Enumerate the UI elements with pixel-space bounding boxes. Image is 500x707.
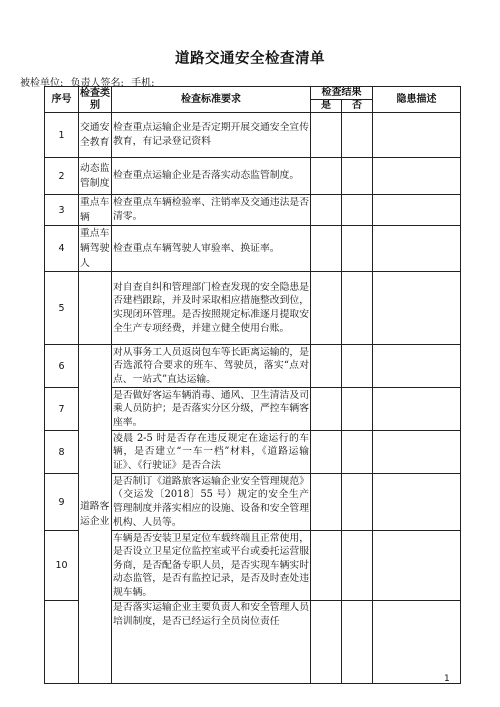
hazard-cell[interactable] xyxy=(373,474,461,531)
row-number: 7 xyxy=(45,388,79,431)
hazard-cell[interactable] xyxy=(373,531,461,601)
row-standard: 对自查自纠和管理部门检查发现的安全隐患是否建档跟踪，并及时采取相应措施整改到位，实现闭环管理。是否按照规定标准逐月提取安全生产专项经费，并建立健全使用台账。 xyxy=(112,272,311,345)
page-number: 1 xyxy=(444,674,450,684)
header-category: 检查类别 xyxy=(80,87,110,111)
table-row xyxy=(45,113,461,158)
result-no-cell[interactable] xyxy=(342,601,373,684)
result-yes-cell[interactable] xyxy=(311,601,342,684)
hazard-cell[interactable] xyxy=(373,272,461,345)
hazard-cell[interactable] xyxy=(373,158,461,195)
result-yes-cell[interactable] xyxy=(311,158,342,195)
row-number: 9 xyxy=(45,474,79,531)
result-yes-cell[interactable] xyxy=(311,272,342,345)
row-category: 重点车辆驾驶人 xyxy=(79,226,112,272)
header-yes: 是 xyxy=(311,100,342,113)
row-standard: 检查重点车辆检验率、注销率及交通违法是否清零。 xyxy=(112,195,311,226)
row-number xyxy=(45,601,79,684)
row-category: 动态监管制度 xyxy=(79,158,112,195)
header-no-col: 否 xyxy=(342,100,373,113)
row-number: 3 xyxy=(45,195,79,226)
header-row xyxy=(45,87,461,100)
result-no-cell[interactable] xyxy=(342,226,373,272)
table-row xyxy=(45,195,461,226)
row-category xyxy=(79,272,112,345)
row-standard: 检查重点车辆驾驶人审验率、换证率。 xyxy=(112,226,311,272)
row-standard: 是否制订《道路旅客运输企业安全管理规范》（交运发〔2018〕55 号）规定的安全生产管理制度并落实相应的设施、设备和安全管理机构、人员等。 xyxy=(112,474,311,531)
result-no-cell[interactable] xyxy=(342,474,373,531)
row-number: 5 xyxy=(45,272,79,345)
header-hazard: 隐患描述 xyxy=(373,87,461,113)
result-yes-cell[interactable] xyxy=(311,226,342,272)
row-category: 重点车辆 xyxy=(79,195,112,226)
hazard-cell[interactable] xyxy=(373,601,461,684)
result-no-cell[interactable] xyxy=(342,345,373,388)
hazard-cell[interactable] xyxy=(373,195,461,226)
result-no-cell[interactable] xyxy=(342,158,373,195)
result-yes-cell[interactable] xyxy=(311,195,342,226)
header-standard: 检查标准要求 xyxy=(112,87,311,113)
hazard-cell[interactable] xyxy=(373,388,461,431)
result-yes-cell[interactable] xyxy=(311,431,342,474)
header-result: 检查结果 xyxy=(311,87,373,100)
table-row xyxy=(45,345,461,388)
result-no-cell[interactable] xyxy=(342,388,373,431)
result-yes-cell[interactable] xyxy=(311,388,342,431)
row-category-road-passenger: 道路客运企业 xyxy=(79,345,112,684)
table-row xyxy=(45,158,461,195)
row-number: 6 xyxy=(45,345,79,388)
result-no-cell[interactable] xyxy=(342,113,373,158)
row-standard: 是否落实运输企业主要负责人和安全管理人员培训制度，是否已经运行全员岗位责任 xyxy=(112,601,311,684)
row-category: 交通安全教育 xyxy=(79,113,112,158)
row-number: 8 xyxy=(45,431,79,474)
header-no: 序号 xyxy=(45,87,79,113)
row-standard: 车辆是否安装卫星定位车载终端且正常使用，是否设立卫星定位监控室或平台或委托运营服务商，是否配备专职人员，是否实现车辆实时动态监管，是否有监控记录，是否及时查处违规车辆。 xyxy=(112,531,311,601)
checklist-table xyxy=(44,86,461,684)
row-standard: 检查重点运输企业是否定期开展交通安全宣传教育，有记录登记资料 xyxy=(112,113,311,158)
person-signature-label: 负责人签名: xyxy=(70,78,124,89)
result-yes-cell[interactable] xyxy=(311,531,342,601)
result-no-cell[interactable] xyxy=(342,531,373,601)
hazard-cell[interactable] xyxy=(373,345,461,388)
row-number: 4 xyxy=(45,226,79,272)
result-no-cell[interactable] xyxy=(342,272,373,345)
row-number: 10 xyxy=(45,531,79,601)
phone-label: 手机: xyxy=(131,78,155,89)
row-standard: 对从事务工人员返岗包车等长距离运输的，是否选派符合要求的班车、驾驶员，落实“点对点、一站式”直达运输。 xyxy=(112,345,311,388)
table-row xyxy=(45,226,461,272)
inspected-unit-label: 被检单位: xyxy=(20,78,64,89)
hazard-cell[interactable] xyxy=(373,113,461,158)
row-number: 1 xyxy=(45,113,79,158)
result-no-cell[interactable] xyxy=(342,431,373,474)
result-yes-cell[interactable] xyxy=(311,345,342,388)
row-standard: 是否做好客运车辆消毒、通风、卫生清洁及司乘人员防护；是否落实分区分级，严控车辆客座率。 xyxy=(112,388,311,431)
hazard-cell[interactable] xyxy=(373,431,461,474)
table-row xyxy=(45,272,461,345)
result-yes-cell[interactable] xyxy=(311,474,342,531)
row-standard: 检查重点运输企业是否落实动态监管制度。 xyxy=(112,158,311,195)
hazard-cell[interactable] xyxy=(373,226,461,272)
page-title: 道路交通安全检查清单 xyxy=(175,50,325,67)
result-yes-cell[interactable] xyxy=(311,113,342,158)
row-standard: 凌晨 2-5 时是否存在违反规定在途运行的车辆，是否建立“一车一档”材料，《道路运输证》、《行驶证》是否合法 xyxy=(112,431,311,474)
row-number: 2 xyxy=(45,158,79,195)
result-no-cell[interactable] xyxy=(342,195,373,226)
